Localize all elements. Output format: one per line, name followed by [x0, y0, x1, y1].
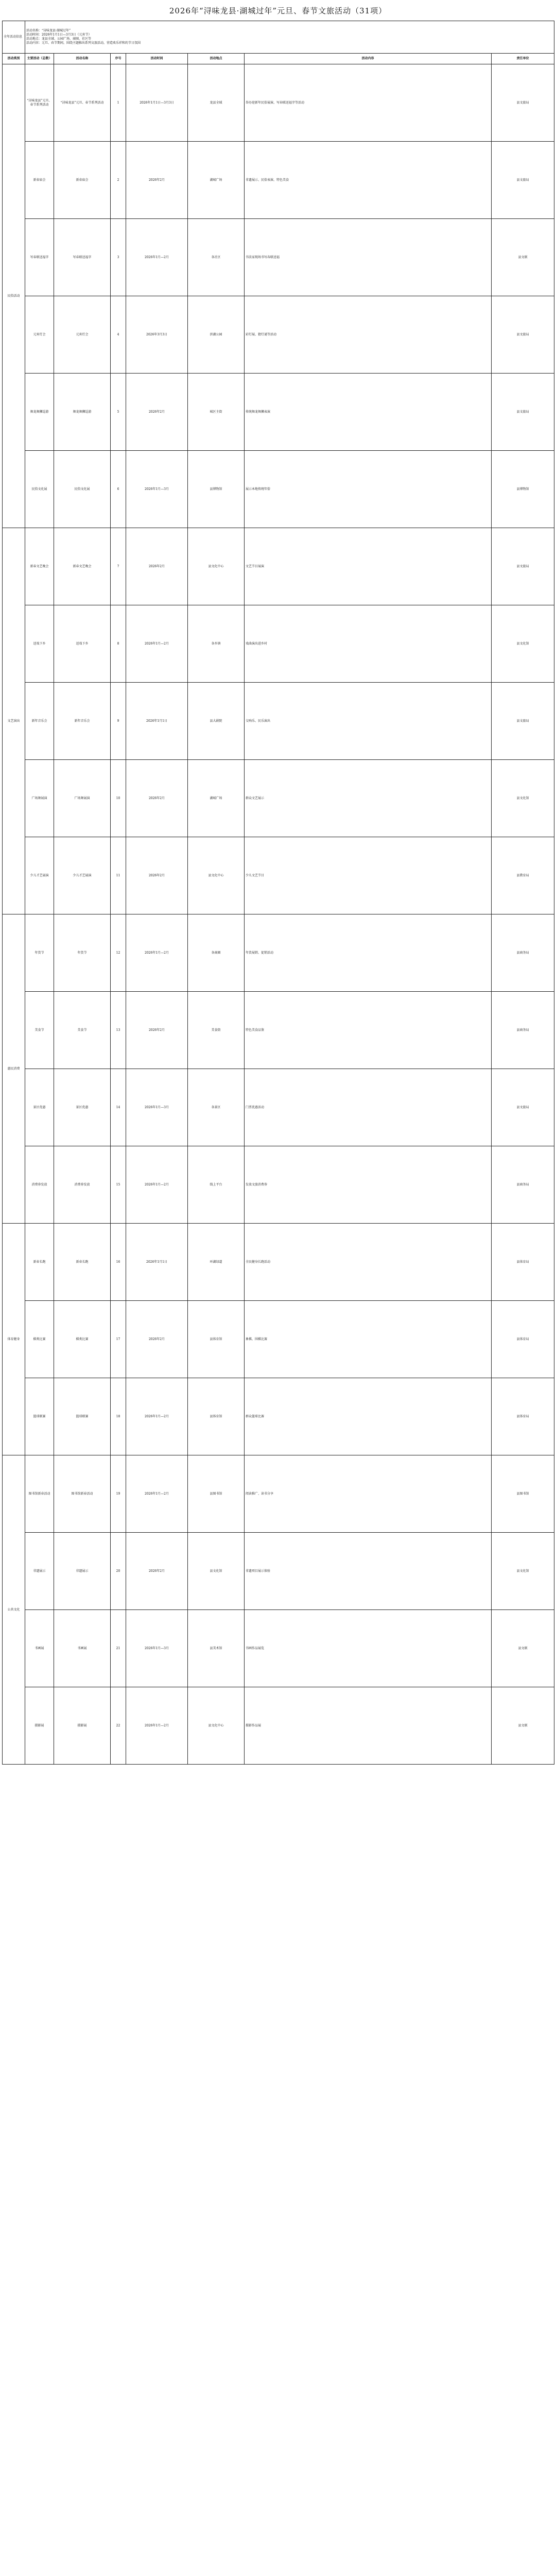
- activity-name-cell: 广场舞展演: [54, 760, 111, 837]
- location-cell: 县体育馆: [188, 1301, 245, 1378]
- unit-cell: 县文旅局: [492, 683, 554, 760]
- table-row: [3, 605, 554, 683]
- content-cell: 交响乐、民乐演出: [245, 683, 492, 760]
- activity-group-cell: 非遗展示: [25, 1533, 54, 1610]
- unit-cell: 县文旅局: [492, 374, 554, 451]
- unit-cell: 县文旅局: [492, 1069, 554, 1146]
- activity-group-cell: 摄影展: [25, 1687, 54, 1765]
- location-cell: 湖城广场: [188, 760, 245, 837]
- location-cell: 滨湖公园: [188, 296, 245, 374]
- intro-row: [3, 21, 554, 54]
- activity-name-cell: 景区优惠: [54, 1069, 111, 1146]
- activity-group-cell: 新春庙会: [25, 142, 54, 219]
- table-row: [3, 219, 554, 296]
- activity-name-cell: “浔味龙县”元旦、春节系列活动: [54, 64, 111, 142]
- location-cell: 县体育馆: [188, 1378, 245, 1455]
- table-row: [3, 528, 554, 605]
- location-cell: 各商圈: [188, 914, 245, 992]
- location-cell: 县文化中心: [188, 837, 245, 914]
- category-cell: 体育健身: [3, 1224, 25, 1455]
- table-row: [3, 1069, 554, 1146]
- index-cell: 14: [111, 1069, 126, 1146]
- header-cell: 主要活动（总数）: [25, 54, 54, 64]
- activity-name-cell: 美食节: [54, 992, 111, 1069]
- activity-group-cell: 景区优惠: [25, 1069, 54, 1146]
- activity-group-cell: 舞龙舞狮巡游: [25, 374, 54, 451]
- location-cell: 县美术馆: [188, 1610, 245, 1687]
- table-row: [3, 1455, 554, 1533]
- activity-name-cell: 送戏下乡: [54, 605, 111, 683]
- activity-group-cell: 消费券发放: [25, 1146, 54, 1224]
- intro-label: 全年活动信息: [3, 21, 25, 54]
- time-cell: 2026年1月—2月: [126, 605, 188, 683]
- unit-cell: 县文化馆: [492, 1533, 554, 1610]
- activity-group-cell: 年货节: [25, 914, 54, 992]
- unit-cell: 县文联: [492, 1687, 554, 1765]
- activity-name-cell: 新春长跑: [54, 1224, 111, 1301]
- content-cell: 戏曲演出进乡村: [245, 605, 492, 683]
- index-cell: 22: [111, 1687, 126, 1765]
- table-row: [3, 914, 554, 992]
- unit-cell: 县体育局: [492, 1378, 554, 1455]
- index-cell: 3: [111, 219, 126, 296]
- unit-cell: 县文旅局: [492, 142, 554, 219]
- time-cell: 2026年1月—2月: [126, 1378, 188, 1455]
- table-row: [3, 1301, 554, 1378]
- table-row: [3, 1224, 554, 1301]
- unit-cell: 县博物馆: [492, 451, 554, 528]
- location-cell: 城区主街: [188, 374, 245, 451]
- content-cell: 象棋、围棋比赛: [245, 1301, 492, 1378]
- header-cell: 活动内容: [245, 54, 492, 64]
- activity-name-cell: 年货节: [54, 914, 111, 992]
- activity-name-cell: 元宵灯会: [54, 296, 111, 374]
- index-cell: 12: [111, 914, 126, 992]
- time-cell: 2026年1月—2月: [126, 914, 188, 992]
- time-cell: 2026年2月: [126, 1533, 188, 1610]
- activity-group-cell: 送戏下乡: [25, 605, 54, 683]
- unit-cell: 县文化馆: [492, 760, 554, 837]
- time-cell: 2026年1月—2月: [126, 1687, 188, 1765]
- table-row: [3, 1378, 554, 1455]
- location-cell: 县博物馆: [188, 451, 245, 528]
- header-cell: 活动名称: [54, 54, 111, 64]
- header-cell: 活动时间: [126, 54, 188, 64]
- unit-cell: 县商务局: [492, 992, 554, 1069]
- index-cell: 17: [111, 1301, 126, 1378]
- content-cell: 传统舞龙舞狮表演: [245, 374, 492, 451]
- time-cell: 2026年1月—3月: [126, 1610, 188, 1687]
- time-cell: 2026年2月: [126, 374, 188, 451]
- activity-group-cell: 篮球联赛: [25, 1378, 54, 1455]
- content-cell: 书法家现场书写春联送福: [245, 219, 492, 296]
- activity-name-cell: 棋类比赛: [54, 1301, 111, 1378]
- time-cell: 2026年2月: [126, 1301, 188, 1378]
- time-cell: 2026年1月1日: [126, 683, 188, 760]
- content-cell: 非遗项目展示体验: [245, 1533, 492, 1610]
- time-cell: 2026年2月: [126, 837, 188, 914]
- activity-name-cell: 少儿才艺展演: [54, 837, 111, 914]
- header-cell: 活动类别: [3, 54, 25, 64]
- content-cell: 全民健身长跑活动: [245, 1224, 492, 1301]
- index-cell: 7: [111, 528, 126, 605]
- index-cell: 10: [111, 760, 126, 837]
- time-cell: 2026年1月—3月: [126, 1069, 188, 1146]
- activity-group-cell: 棋类比赛: [25, 1301, 54, 1378]
- activity-group-cell: 广场舞展演: [25, 760, 54, 837]
- activity-name-cell: 舞龙舞狮巡游: [54, 374, 111, 451]
- index-cell: 5: [111, 374, 126, 451]
- unit-cell: 县体育局: [492, 1224, 554, 1301]
- activity-group-cell: 新春文艺晚会: [25, 528, 54, 605]
- location-cell: 各乡镇: [188, 605, 245, 683]
- content-cell: 年货展销、促销活动: [245, 914, 492, 992]
- content-cell: 举办迎新年民俗展演、写春联送福字等活动: [245, 64, 492, 142]
- activity-name-cell: 写春联送福字: [54, 219, 111, 296]
- table-row: [3, 992, 554, 1069]
- content-cell: 门票优惠活动: [245, 1069, 492, 1146]
- location-cell: 湖城广场: [188, 142, 245, 219]
- unit-cell: 县文联: [492, 1610, 554, 1687]
- intro-content: [25, 21, 554, 54]
- location-cell: 美食街: [188, 992, 245, 1069]
- unit-cell: 县文旅局: [492, 296, 554, 374]
- location-cell: 县文化馆: [188, 1533, 245, 1610]
- location-cell: 县文化中心: [188, 1687, 245, 1765]
- activity-name-cell: 摄影展: [54, 1687, 111, 1765]
- time-cell: 2026年1月—3月: [126, 451, 188, 528]
- activity-name-cell: 篮球联赛: [54, 1378, 111, 1455]
- activity-group-cell: 元宵灯会: [25, 296, 54, 374]
- time-cell: 2026年1月1日—3月3日: [126, 64, 188, 142]
- activity-table: [2, 21, 554, 1765]
- activity-name-cell: 新年音乐会: [54, 683, 111, 760]
- index-cell: 9: [111, 683, 126, 760]
- index-cell: 4: [111, 296, 126, 374]
- table-row: [3, 1610, 554, 1687]
- time-cell: 2026年2月: [126, 760, 188, 837]
- activity-name-cell: 民俗文化展: [54, 451, 111, 528]
- content-cell: 展示本地传统年俗: [245, 451, 492, 528]
- index-cell: 20: [111, 1533, 126, 1610]
- time-cell: 2026年2月: [126, 528, 188, 605]
- activity-name-cell: 非遗展示: [54, 1533, 111, 1610]
- intro-line: 活动名称：“浔味龙县·湖城过年”: [26, 29, 71, 32]
- content-cell: 群众篮球比赛: [245, 1378, 492, 1455]
- location-cell: 各景区: [188, 1069, 245, 1146]
- activity-group-cell: 少儿才艺展演: [25, 837, 54, 914]
- activity-group-cell: 民俗文化展: [25, 451, 54, 528]
- location-cell: 各社区: [188, 219, 245, 296]
- location-cell: 龙县全域: [188, 64, 245, 142]
- time-cell: 2026年3月3日: [126, 296, 188, 374]
- table-row: [3, 1146, 554, 1224]
- content-cell: 彩灯展、猜灯谜等活动: [245, 296, 492, 374]
- unit-cell: 县文联: [492, 219, 554, 296]
- location-cell: 县文化中心: [188, 528, 245, 605]
- index-cell: 19: [111, 1455, 126, 1533]
- unit-cell: 县教育局: [492, 837, 554, 914]
- table-row: [3, 142, 554, 219]
- category-cell: 惠民消费: [3, 914, 25, 1224]
- activity-name-cell: 新春文艺晚会: [54, 528, 111, 605]
- header-cell: 序号: [111, 54, 126, 64]
- content-cell: 少儿文艺节目: [245, 837, 492, 914]
- intro-line: 活动地点：龙县全域、公园广场、商圈、社区等: [26, 37, 92, 41]
- activity-group-cell: “浔味龙县”元旦、春节系列活动: [25, 64, 54, 142]
- category-cell: 公共文化: [3, 1455, 25, 1765]
- index-cell: 13: [111, 992, 126, 1069]
- content-cell: 文艺节目展演: [245, 528, 492, 605]
- index-cell: 21: [111, 1610, 126, 1687]
- content-cell: 特色美食品鉴: [245, 992, 492, 1069]
- time-cell: 2026年1月—2月: [126, 219, 188, 296]
- activity-name-cell: 消费券发放: [54, 1146, 111, 1224]
- category-cell: 文艺演出: [3, 528, 25, 914]
- table-row: [3, 296, 554, 374]
- table-header-row: [3, 54, 554, 64]
- time-cell: 2026年1月—2月: [126, 1146, 188, 1224]
- time-cell: 2026年2月: [126, 142, 188, 219]
- header-cell: 责任单位: [492, 54, 554, 64]
- unit-cell: 县商务局: [492, 914, 554, 992]
- table-row: [3, 837, 554, 914]
- table-row: [3, 64, 554, 142]
- table-row: [3, 1533, 554, 1610]
- content-cell: 发放文旅消费券: [245, 1146, 492, 1224]
- activity-group-cell: 写春联送福字: [25, 219, 54, 296]
- index-cell: 11: [111, 837, 126, 914]
- location-cell: 线上平台: [188, 1146, 245, 1224]
- activity-group-cell: 新春长跑: [25, 1224, 54, 1301]
- index-cell: 1: [111, 64, 126, 142]
- unit-cell: 县文旅局: [492, 64, 554, 142]
- table-row: [3, 451, 554, 528]
- unit-cell: 县体育局: [492, 1301, 554, 1378]
- table-row: [3, 683, 554, 760]
- unit-cell: 县商务局: [492, 1146, 554, 1224]
- location-cell: 环湖绿道: [188, 1224, 245, 1301]
- unit-cell: 县文化馆: [492, 605, 554, 683]
- unit-cell: 县文旅局: [492, 528, 554, 605]
- activity-name-cell: 书画展: [54, 1610, 111, 1687]
- activity-group-cell: 图书馆新春活动: [25, 1455, 54, 1533]
- index-cell: 16: [111, 1224, 126, 1301]
- unit-cell: 县图书馆: [492, 1455, 554, 1533]
- activity-group-cell: 书画展: [25, 1610, 54, 1687]
- intro-line: 活动时间：2026年1月1日—3月3日（元宵节）: [26, 33, 92, 37]
- time-cell: 2026年1月—2月: [126, 1455, 188, 1533]
- activity-group-cell: 美食节: [25, 992, 54, 1069]
- table-row: [3, 1687, 554, 1765]
- activity-name-cell: 新春庙会: [54, 142, 111, 219]
- table-row: [3, 374, 554, 451]
- location-cell: 县大剧院: [188, 683, 245, 760]
- header-cell: 活动地点: [188, 54, 245, 64]
- activity-group-cell: 新年音乐会: [25, 683, 54, 760]
- index-cell: 2: [111, 142, 126, 219]
- content-cell: 群众文艺展示: [245, 760, 492, 837]
- index-cell: 6: [111, 451, 126, 528]
- intro-line: 活动内容：元旦、春节期间，围绕主题推出系列文旅活动，营造欢乐祥和的节日氛围: [26, 41, 141, 45]
- index-cell: 15: [111, 1146, 126, 1224]
- content-cell: 非遗展示、民俗表演、特色美食: [245, 142, 492, 219]
- time-cell: 2026年2月: [126, 992, 188, 1069]
- content-cell: 阅读推广、读书分享: [245, 1455, 492, 1533]
- index-cell: 18: [111, 1378, 126, 1455]
- page-title: 2026年“浔味龙县·湖城过年”元旦、春节文旅活动（31项）: [169, 6, 387, 15]
- activity-name-cell: 图书馆新春活动: [54, 1455, 111, 1533]
- time-cell: 2026年1月1日: [126, 1224, 188, 1301]
- index-cell: 8: [111, 605, 126, 683]
- location-cell: 县图书馆: [188, 1455, 245, 1533]
- content-cell: 书画作品展览: [245, 1610, 492, 1687]
- category-cell: 民俗活动: [3, 64, 25, 528]
- content-cell: 摄影作品展: [245, 1687, 492, 1765]
- table-row: [3, 760, 554, 837]
